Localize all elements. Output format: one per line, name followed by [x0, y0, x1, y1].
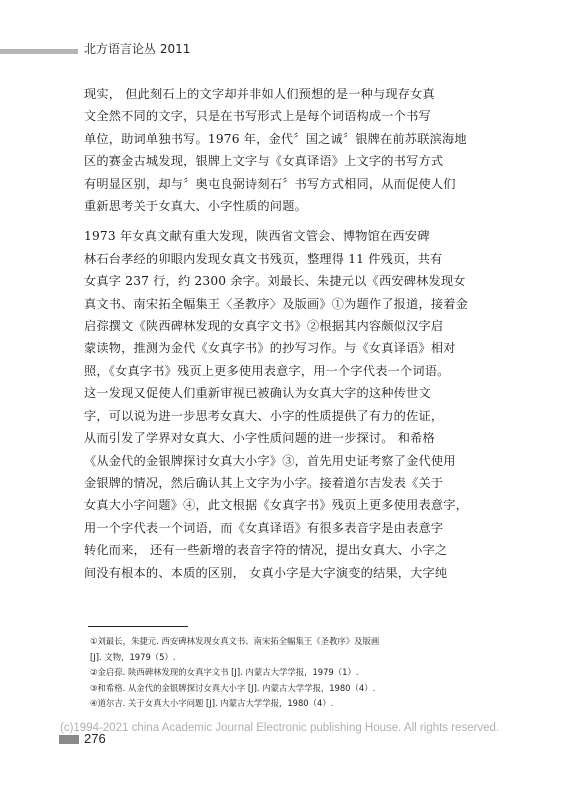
text-line: 蒙读物，推测为金代《女真字书》的抄写习作。与《女真译语》相对: [84, 341, 456, 356]
paragraph-gap: [84, 217, 498, 225]
footnotes: [90, 634, 500, 712]
footnote-line: ④道尔吉. 关于女真大小字问题 [J]. 内蒙古大学学报，1980（4）.: [90, 698, 334, 708]
text-line: 这一发现又促使人们重新审视已被确认为女真大字的这种传世文: [84, 386, 431, 401]
text-line: 真文书、南宋拓全幅集王〈圣教序〉及版画》①为题作了报道，接着金: [84, 296, 469, 311]
body-text: [84, 83, 498, 584]
text-line: 转化而来， 还有一些新增的表音字符的情况，提出女真大、小字之: [84, 543, 448, 558]
header-rule: [0, 49, 78, 54]
text-line: 有明显区别，却与〞奥屯良弼诗刻石〞书写方式相同，从而促使人们: [84, 176, 456, 191]
text-line: 从而引发了学界对女真大、小字性质问题的进一步探讨。 和希格: [84, 431, 435, 446]
text-line: 女真字 237 行，约 2300 余字。刘最长、朱捷元以《西安碑林发现女: [84, 274, 466, 289]
page-number-marker: [59, 735, 79, 744]
text-line: 重新思考关于女真大、小字性质的问题。: [84, 199, 307, 214]
text-line: 1973 年女真文献有重大发现，陕西省文管会、博物馆在西安碑: [84, 229, 430, 244]
text-line: 字，可以说为进一步思考女真大、小字的性质提供了有力的佐证，: [84, 408, 444, 423]
running-header: 北方语言论丛 2011: [84, 42, 191, 56]
text-line: 间没有根本的、本质的区别， 女真小字是大字演变的结果，大字纯: [84, 565, 448, 580]
text-line: 用一个字代表一个词语，而《女真译语》有很多表音字是由表意字: [84, 520, 444, 535]
text-line: 文全然不同的文字，只是在书写形式上是每个词语构成一个书写: [84, 109, 431, 124]
page-number: 276: [84, 731, 106, 746]
text-line: 现实， 但此刻石上的文字却并非如人们预想的是一种与现存女真: [84, 87, 435, 101]
text-line: 《从金代的金银牌探讨女真大小字》③，首先用史证考察了金代使用: [84, 453, 456, 468]
text-line: 区的赛金古城发现，银牌上文字与《女真译语》上文字的书写方式: [84, 154, 444, 169]
text-line: 单位，助词单独书写。1976 年，金代〞国之诚〞银牌在前苏联滨海地: [84, 131, 467, 146]
footnote-line: ②金启孮. 陕西碑林发现的女真字文书 [J]. 内蒙古大学学报，1979（1）.: [90, 667, 359, 677]
footnote-line: [J]. 文物，1979（5）.: [90, 651, 176, 662]
paragraph-2: [84, 225, 498, 584]
paragraph-1: [84, 83, 498, 217]
copyright-notice: (c)1994-2021 china Academic Journal Electronic publishing House. All rights reserved.: [60, 722, 500, 734]
text-line: 照，《女真字书》残页上更多使用表意字，用一个字代表一个词语。: [84, 363, 450, 378]
footnote-line: ①刘最长，朱捷元. 西安碑林发现女真文书、南宋拓全幅集王《圣教序》及版画: [90, 636, 380, 646]
text-line: 林石台孝经的卯眼内发现女真文书残页，整理得 11 件残页，共有: [84, 251, 443, 266]
footnote-line: ③和希格. 从金代的金银牌探讨女真大小字 [J]. 内蒙古大学学报，1980（4）.: [90, 682, 376, 693]
text-line: 启孮撰文《陕西碑林发现的女真字文书》②根据其内容颇似汉字启: [84, 319, 444, 334]
footnote-rule: [88, 626, 188, 627]
text-line: 女真大小字问题》④，此文根据《女真字书》残页上更多使用表意字，: [84, 498, 469, 513]
text-line: 金银牌的情况，然后确认其上文字为小字。接着道尔吉发表《关于: [84, 475, 444, 490]
